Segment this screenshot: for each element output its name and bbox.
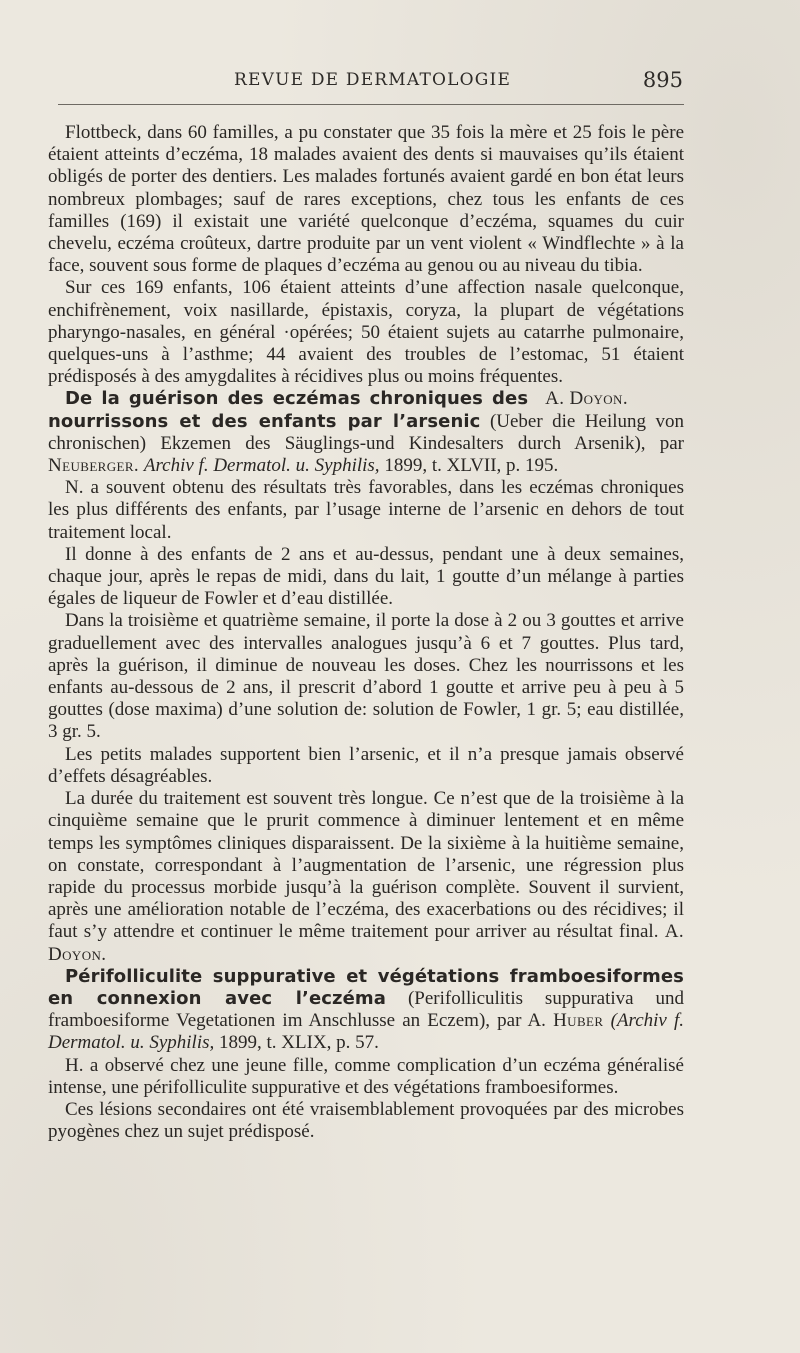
paragraph: Ces lésions secondaires ont été vraisemblablement provoquées par des microbes pyogènes chez un sujet prédisposé.	[48, 1098, 684, 1143]
paragraph	[48, 788, 684, 966]
paragraph: N. a souvent obtenu des résultats très favorables, dans les eczémas chroniques les plus différents des enfants, par l’usage interne de l’arsenic en dehors de tout traitement local.	[48, 477, 684, 543]
page-number: 895	[642, 68, 683, 92]
entry-author: Neuberger.	[48, 455, 140, 477]
entry-citation: 1899, t. XLIX, p. 57.	[219, 1032, 379, 1054]
paragraph: Il donne à des enfants de 2 ans et au-dessus, pendant une à deux semaines, chaque jour, après le repas de midi, dans du lait, 1 goutte d’un mélange à parties égales de liqueur de Fowler et d’eau distillée.	[48, 543, 684, 610]
paragraph-text: Sur ces 169 enfants, 106 étaient atteints d’une affection nasale quelconque, enchifrènement, voix nasillarde, épistaxis, coryza, la plupart de végétations pharyngo-nasales, en général ·opérées; 50 étaient sujets au catarrhe pulmonaire, quelques-uns à l’asthme; 44 avaient des troubles de l’estomac, 51 étaient prédisposés à des amygdalites à récidives plus ou moins fréquentes.	[48, 277, 684, 388]
entry-title: Périfolliculite suppurative et végétations framboesiformes en connexion avec l’eczéma	[48, 965, 684, 1009]
paragraph: H. a observé chez une jeune fille, comme complication d’un eczéma généralisé intense, une périfolliculite suppurative et des végétations framboesiformes.	[48, 1054, 684, 1098]
entry-citation: 1899, t. XLVII, p. 195.	[384, 455, 559, 477]
entry-subtitle: (Ueber die Heilung von chronischen) Ekzemen des Säuglings-und Kindesalters durch Arsenik), par	[48, 410, 685, 454]
signature: A. Doyon.	[545, 388, 628, 410]
entry-journal: (Archiv f. Dermatol. u. Syphilis,	[48, 1010, 685, 1054]
review-entry-arsenic	[48, 388, 684, 965]
review-entry-perifolliculite	[48, 966, 684, 1144]
paragraph: Les petits malades supportent bien l’arsenic, et il n’a presque jamais observé d’effets désagréables.	[48, 743, 684, 787]
entry-heading	[48, 966, 684, 1055]
running-title: REVUE DE DERMATOLOGIE	[234, 70, 512, 90]
entry-author: Huber	[553, 1010, 604, 1032]
entry-subtitle: (Perifolliculitis suppurativa und framboesiforme Vegetationen im Anschlusse an Eczem), par A.	[48, 987, 685, 1032]
entry-title: De la guérison des eczémas chroniques des nourrissons et des enfants par l’arsenic	[48, 388, 529, 432]
paragraph: Flottbeck, dans 60 familles, a pu constater que 35 fois la mère et 25 fois le père étaient atteints d’eczéma, 18 malades avaient des dents si mauvaises qu’ils étaient obligés de porter des dentiers. Les malades fortunés avaient gardé en bon état leurs nombreux plombages; sauf de rares exceptions, chez tous les enfants de ces familles (169) il existait une variété quelconque d’eczéma, squames du cuir chevelu, eczéma croûteux, dartre produite par un vent violent « Windflechte » à la face, souvent sous forme de plaques d’eczéma au genou ou au niveau du tibia.	[48, 122, 684, 277]
page-header	[60, 66, 683, 96]
signature: A. Doyon.	[48, 921, 685, 965]
header-rule	[58, 104, 684, 105]
entry-journal: Archiv f. Dermatol. u. Syphilis,	[143, 455, 380, 477]
body-text	[48, 122, 684, 1143]
paragraph-text: La durée du traitement est souvent très longue. Ce n’est que de la troisième à la cinquième semaine que le prurit commence à diminuer lentement et en même temps les symptômes cliniques disparaissent. De la sixième à la huitième semaine, on constate, correspondant à l’augmentation de l’arsenic, une régression plus rapide du processus morbide jusqu’à la guérison complète. Souvent il survient, après une amélioration notable de l’eczéma, des exacerbations ou des récidives; il faut s’y attendre et continuer le même traitement pour arriver au résultat final.	[48, 788, 684, 943]
paragraph: Dans la troisième et quatrième semaine, il porte la dose à 2 ou 3 gouttes et arrive graduellement avec des intervalles analogues jusqu’à 6 et 7 gouttes. Plus tard, après la guérison, il diminue de nouveau les doses. Chez les nourrissons et les enfants au-dessous de 2 ans, il prescrit d’abord 1 goutte et arrive peu à peu à 5 gouttes (dose maxima) d’une solution de: solution de Fowler, 1 gr. 5; eau distillée, 3 gr. 5.	[48, 610, 684, 743]
